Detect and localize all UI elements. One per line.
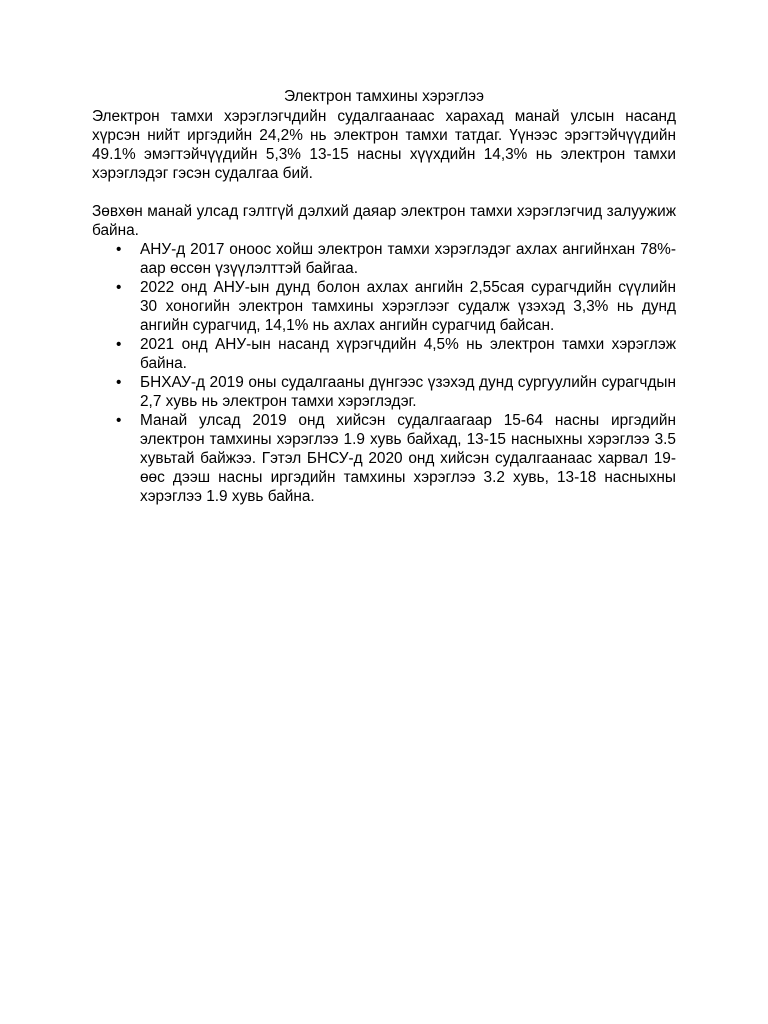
bullet-icon: • — [116, 241, 122, 258]
statistics-list — [92, 240, 676, 506]
list-item-text: 2021 онд АНУ-ын насанд хүрэгчдийн 4,5% нь электрон тамхи хэрэглэж байна. — [140, 336, 676, 372]
document-body — [92, 87, 676, 506]
intro-paragraph: Электрон тамхи хэрэглэгчдийн судалгаанаас харахад манай улсын насанд хүрсэн нийт иргэдийн 24,2% нь электрон тамхи татдаг. Үүнээс эрэгтэйчүүдийн 49.1% эмэгтэйчүүдийн 5,3% 13-15 насны хүүхдийн 14,3% нь электрон тамхи хэрэглэдэг гэсэн судалгаа бий. — [92, 108, 676, 182]
paragraph-spacer — [92, 183, 676, 202]
document-title: Электрон тамхины хэрэглээ — [283, 88, 484, 105]
list-item — [92, 335, 676, 373]
list-item — [92, 411, 676, 506]
list-item — [92, 240, 676, 278]
list-item-text: 2022 онд АНУ-ын дунд болон ахлах ангийн 2,55сая сурагчдийн сүүлийн 30 хоногийн электрон тамхины хэрэглээг судалж үзэхэд 3,3% нь дунд ангийн сурагчид, 14,1% нь ахлах ангийн сурагчид байсан. — [140, 279, 676, 334]
list-item-text: АНУ-д 2017 оноос хойш электрон тамхи хэрэглэдэг ахлах ангийнхан 78%-аар өссөн үзүүлэлттэй байгаа. — [140, 241, 676, 277]
trend-paragraph: Зөвхөн манай улсад гэлтгүй дэлхий даяар электрон тамхи хэрэглэгчид залуужиж байна. — [92, 203, 676, 239]
bullet-icon: • — [116, 412, 122, 429]
list-item-text: Манай улсад 2019 онд хийсэн судалгаагаар 15-64 насны иргэдийн электрон тамхины хэрэглээ 1.9 хувь байхад, 13-15 насныхны хэрэглээ 3.5 хувьтай байжээ. Гэтэл БНСУ-д 2020 онд хийсэн судалгаанаас харвал 19-өөс дээш насны иргэдийн тамхины хэрэглээ 3.2 хувь, 13-18 насныхны хэрэглээ 1.9 хувь байна. — [140, 412, 676, 505]
list-item-text: БНХАУ-д 2019 оны судалгааны дүнгээс үзэхэд дунд сургуулийн сурагчдын 2,7 хувь нь электрон тамхи хэрэглэдэг. — [140, 374, 676, 410]
bullet-icon: • — [116, 336, 122, 353]
bullet-icon: • — [116, 279, 122, 296]
bullet-icon: • — [116, 374, 122, 391]
list-item — [92, 373, 676, 411]
list-item — [92, 278, 676, 335]
